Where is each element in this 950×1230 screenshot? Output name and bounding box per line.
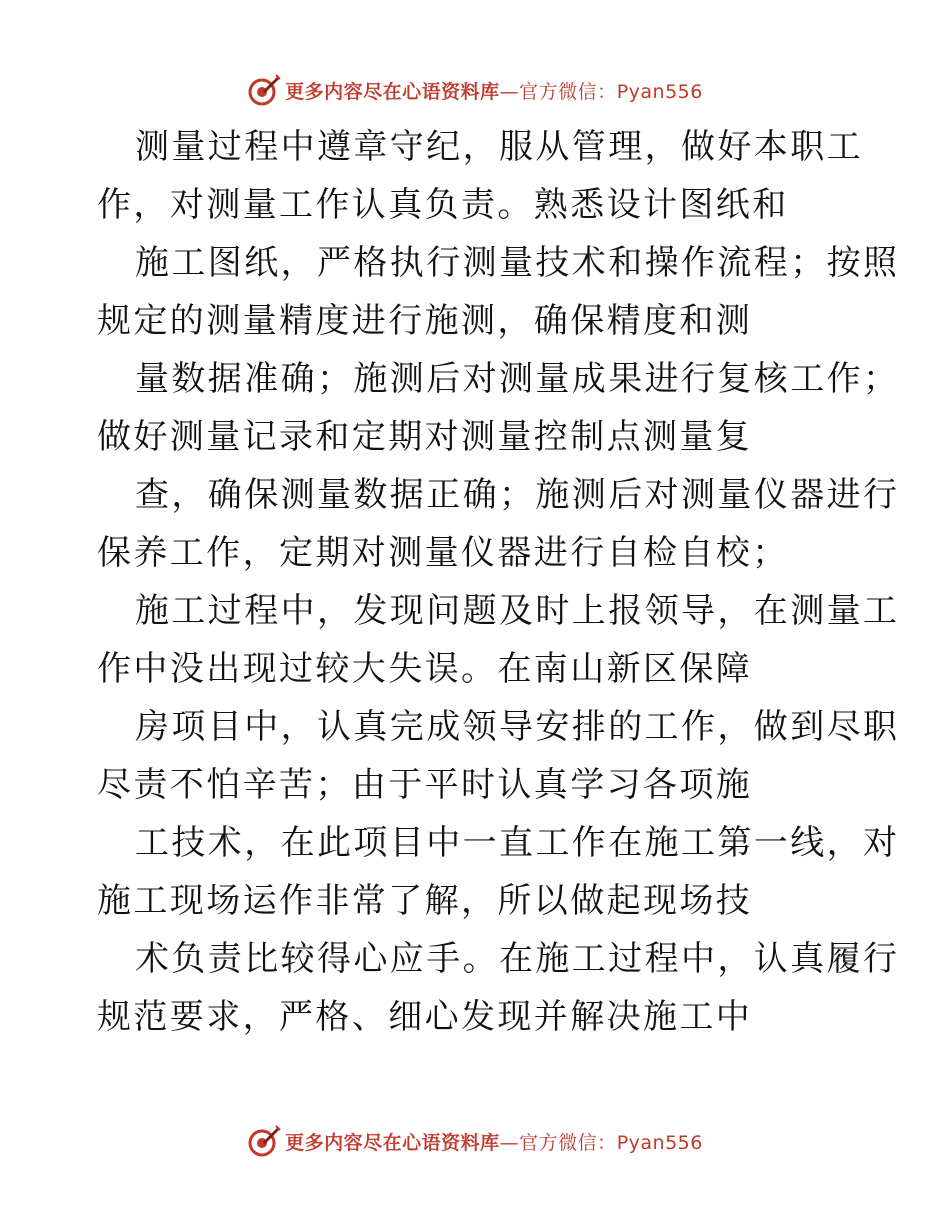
banner-dash: — [499, 1131, 520, 1154]
text-line: 施工现场运作非常了解，所以做起现场技 [97, 881, 753, 921]
text-line: 尽责不怕辛苦；由于平时认真学习各项施 [97, 765, 753, 805]
footer-watermark-banner [0, 1121, 950, 1161]
pen-logo-icon [247, 73, 281, 107]
text-line: 测量过程中遵章守纪，服从管理，做好本职工 [135, 127, 863, 167]
text-line: 规范要求，严格、细心发现并解决施工中 [97, 997, 753, 1037]
banner-dash: — [499, 80, 520, 103]
text-line: 规定的测量精度进行施测，确保精度和测 [97, 301, 753, 341]
banner-brand-text: 更多内容尽在心语资料库 [285, 80, 500, 103]
text-line: 作中没出现过较大失误。在南山新区保障 [97, 649, 753, 689]
text-line: 施工图纸，严格执行测量技术和操作流程；按照 [135, 243, 900, 283]
banner-account: Pyan556 [616, 80, 703, 103]
text-line: 做好测量记录和定期对测量控制点测量复 [97, 417, 753, 457]
text-line: 施工过程中，发现问题及时上报领导，在测量工 [135, 591, 900, 631]
banner-wechat-label: 官方微信： [519, 80, 617, 103]
text-line: 量数据准确；施测后对测量成果进行复核工作； [135, 359, 900, 399]
text-line: 查，确保测量数据正确；施测后对测量仪器进行 [135, 475, 900, 515]
text-line: 作，对测量工作认真负责。熟悉设计图纸和 [97, 185, 789, 225]
text-line: 术负责比较得心应手。在施工过程中，认真履行 [135, 939, 900, 979]
banner-account: Pyan556 [616, 1131, 703, 1154]
text-line: 房项目中，认真完成领导安排的工作，做到尽职 [135, 707, 900, 747]
header-watermark-banner [0, 70, 950, 110]
text-line: 工技术，在此项目中一直工作在施工第一线，对 [135, 823, 900, 863]
banner-brand-text: 更多内容尽在心语资料库 [285, 1131, 500, 1154]
text-line: 保养工作，定期对测量仪器进行自检自校； [97, 533, 789, 573]
pen-logo-icon [247, 1124, 281, 1158]
banner-wechat-label: 官方微信： [519, 1131, 617, 1154]
